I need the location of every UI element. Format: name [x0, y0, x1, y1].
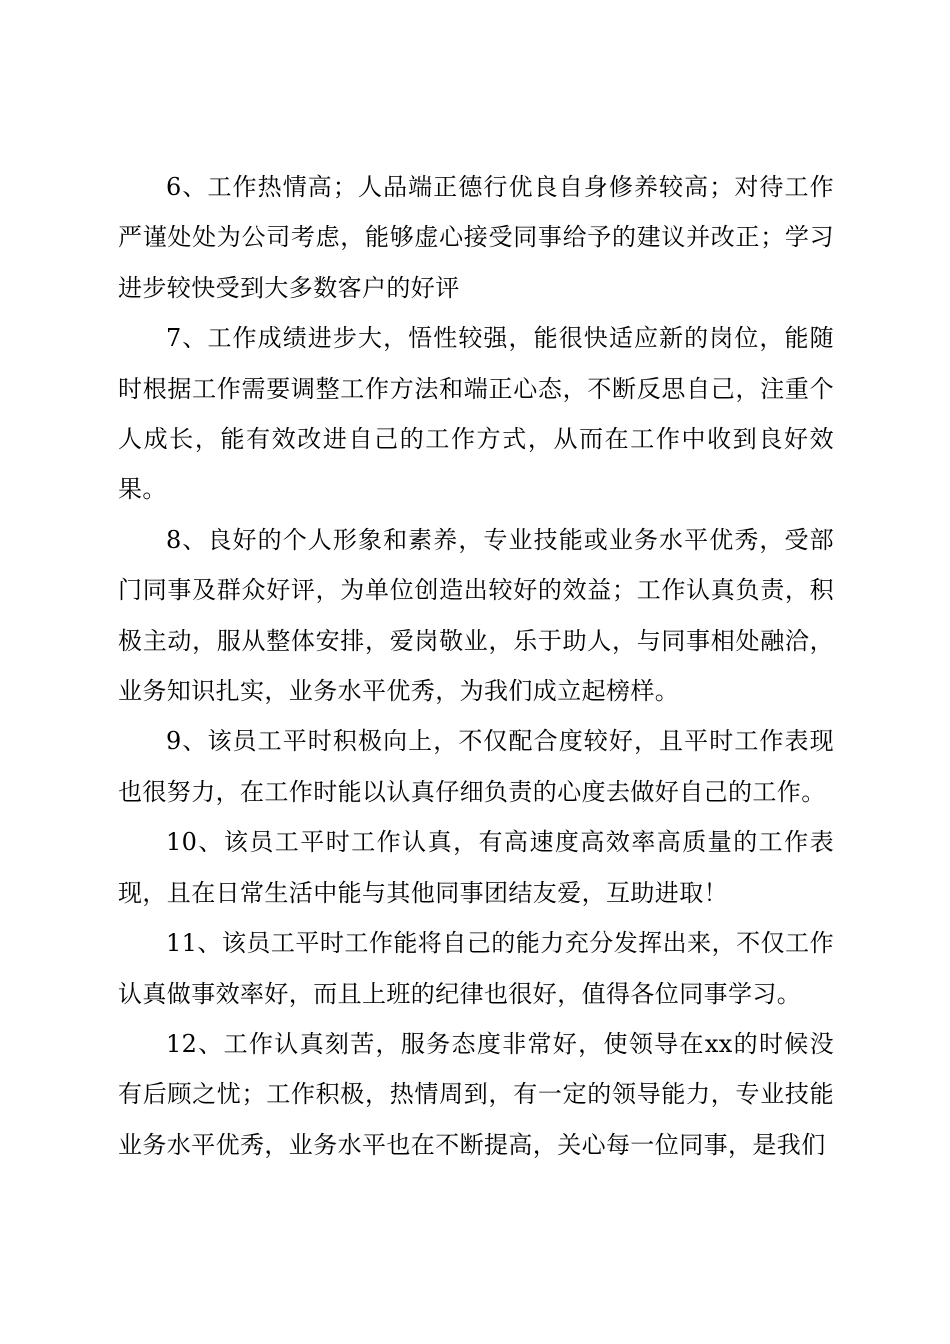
- paragraph-item-7: 7、工作成绩进步大，悟性较强，能很快适应新的岗位，能随时根据工作需要调整工作方法和端正心态，不断反思自己，注重个人成长，能有效改进自己的工作方式，从而在工作中收到良好效果。: [118, 324, 834, 504]
- paragraph-item-9: 9、该员工平时积极向上，不仅配合度较好，且平时工作表现也很努力，在工作时能以认真仔细负责的心度去做好自己的工作。: [118, 727, 834, 806]
- paragraph-item-8: 8、良好的个人形象和素养，专业技能或业务水平优秀，受部门同事及群众好评，为单位创造出较好的效益；工作认真负责，积极主动，服从整体安排，爱岗敬业，乐于助人，与同事相处融洽，业务知识扎实，业务水平优秀，为我们成立起榜样。: [118, 525, 834, 706]
- paragraph-item-12: 12、工作认真刻苦，服务态度非常好，使领导在xx的时候没有后顾之忧；工作积极，热情周到，有一定的领导能力，专业技能业务水平优秀，业务水平也在不断提高，关心每一位同事，是我们: [118, 1029, 834, 1159]
- paragraph-item-10: 10、该员工平时工作认真，有高速度高效率高质量的工作表现，且在日常生活中能与其他同事团结友爱，互助进取！: [118, 828, 834, 907]
- paragraph-item-6: 6、工作热情高；人品端正德行优良自身修养较高；对待工作严谨处处为公司考虑，能够虚心接受同事给予的建议并改正；学习进步较快受到大多数客户的好评: [118, 173, 834, 302]
- paragraph-item-11: 11、该员工平时工作能将自己的能力充分发挥出来，不仅工作认真做事效率好，而且上班的纪律也很好，值得各位同事学习。: [118, 929, 834, 1008]
- document-page: [118, 162, 834, 1170]
